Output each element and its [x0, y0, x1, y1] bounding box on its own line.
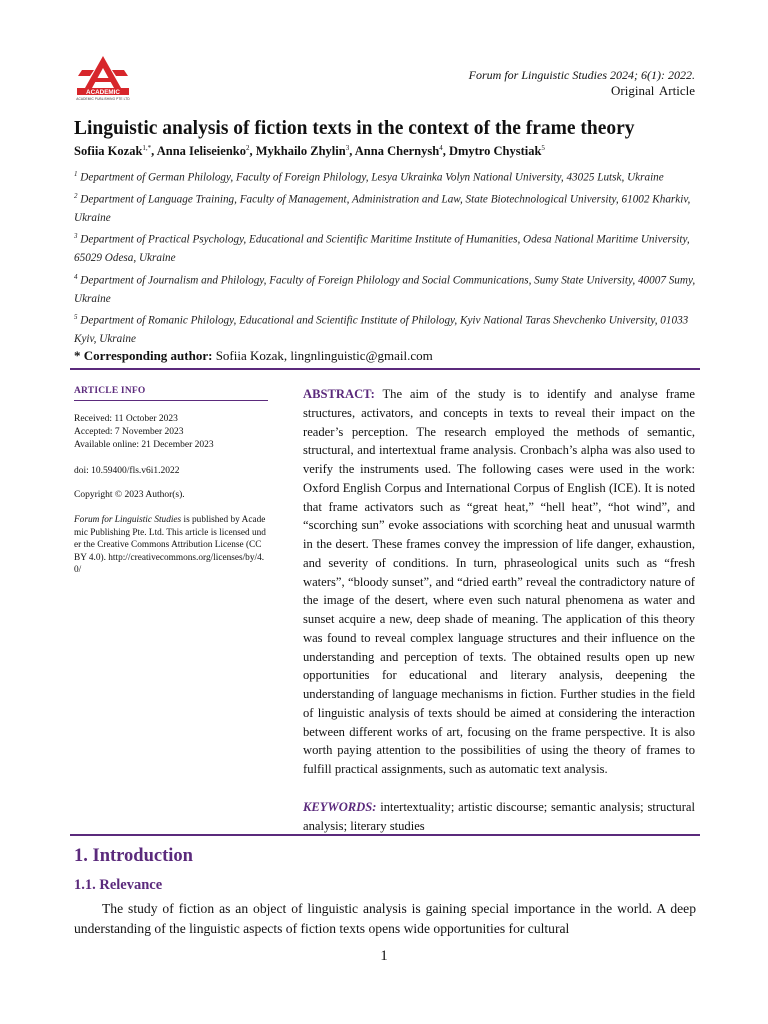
affiliation-item: $^2$ Department of Language Training, Faculty of Management, Administration and Law, State Biotechnological University, 61002 Kharkiv, Ukraine — [74, 192, 691, 225]
divider-bottom — [70, 834, 700, 836]
author-name: Dmytro Chystiak — [448, 144, 542, 159]
article-type: Original Article — [611, 83, 695, 98]
affiliation-item: $^1$ Department of German Philology, Faculty of Foreign Philology, Lesya Ukrainka Volyn National University, 43025 Lutsk, Ukraine — [74, 170, 664, 184]
paper-title: Linguistic analysis of fiction texts in the context of the frame theory — [74, 118, 635, 139]
keywords-text: intertextuality; artistic discourse; semantic analysis; structural analysis; literary studies — [303, 800, 695, 833]
corresponding-label: * Corresponding author: — [74, 348, 213, 363]
affiliations — [74, 165, 699, 348]
keywords — [303, 798, 695, 836]
abstract — [303, 385, 695, 779]
body-paragraph: The study of fiction as an object of linguistic analysis is gaining special importance in the world. A deep understanding of the linguistic aspects of fiction texts opens wide opportunities for cultural — [74, 901, 696, 936]
affiliation-item: $^3$ Department of Practical Psychology, Educational and Scientific Maritime Institute of Humanities, Odesa National Maritime University, 65029 Odesa, Ukraine — [74, 232, 690, 265]
author-sup: 2 — [246, 144, 250, 152]
abstract-text: The aim of the study is to identify and analyse frame structures, activators, and concepts in texts to reveal their impact on the reader’s perception. The research employed the methods of semantic, structural, and intertextual frame analysis. Cronbach’s alpha was also used to verify the instruments used. The following cases were used in the work: Oxford English Corpus and International Corpus of English (ICE). It is noted that frame activators such as “great heat,” “hell heat”, “hot wind”, and “scorching sun” evoke associations with scorching heat and unusual warmth in the desert. These frames convey the impression of life danger, exhaustion, and severity of conditions. In turn, phraseological units such as “fresh waters”, “bloody sunset”, and “dried earth” reveal the contradictory nature of the image of the desert, where even such natural phenomena as water and sunset acquire a new, deep shade of meaning. The application of this theory was found to reveal complex language structures and their influence on the understanding and perception of texts. The obtained results open up new opportunities for educational and literary analysis, deepening the understanding of language mechanisms in fiction. Further studies in the field of linguistic analysis of texts should be aimed at considering the interaction between different works of art, focusing on the frame perspective. It is also worth paying attention to the possibilities of using the theory of frames to fulfill practical assignments, such as automatic text analysis. — [303, 387, 696, 776]
logo-subtext: ACADEMIC PUBLISHING PTE LTD — [76, 97, 130, 101]
received-date: Received: 11 October 2023 — [74, 414, 178, 424]
author-list: Sofiia Kozak$^{1,*}$, Anna Ieliseienko$^2$, Mykhailo Zhylin$^3$, Anna Chernysh$^4$, Dmytro Chystiak$^5$ — [74, 144, 545, 159]
publisher-logo — [76, 54, 130, 104]
logo-text: ACADEMIC — [86, 89, 120, 96]
author-name: Mykhailo Zhylin — [255, 144, 346, 159]
author-sup: 4 — [439, 144, 443, 152]
author-sup: 1,* — [142, 144, 152, 152]
author-name: Anna Chernysh — [354, 144, 440, 159]
academic-logo-icon — [76, 54, 130, 98]
keywords-label: KEYWORDS: — [303, 800, 377, 814]
corresponding-author — [74, 348, 433, 364]
abstract-label: ABSTRACT: — [303, 387, 375, 401]
journal-citation: Forum for Linguistic Studies 2024; 6(1): 2022. — [468, 68, 695, 82]
affiliation-item: $^5$ Department of Romanic Philology, Educational and Scientific Institute of Philology, Kyiv National Taras Shevchenko University, 01033 Kyiv, Ukraine — [74, 313, 689, 346]
author-sup: 5 — [541, 144, 545, 152]
doi[interactable]: doi: 10.59400/fls.v6i1.2022 — [74, 466, 180, 476]
accepted-date: Accepted: 7 November 2023 — [74, 427, 184, 437]
divider-top — [70, 368, 700, 370]
corresponding-value: Sofiia Kozak, lingnlinguistic@gmail.com — [215, 348, 433, 363]
online-date: Available online: 21 December 2023 — [74, 440, 214, 450]
license-text: Forum for Linguistic Studies is published by Academic Publishing Pte. Ltd. This article is licensed under the Creative Commons Attribution License (CC BY 4.0). http://creativecommons.org/licenses/by/4.0/ — [74, 515, 266, 576]
author-name: Sofiia Kozak — [74, 144, 143, 159]
affiliation-item: $^4$ Department of Journalism and Philology, Faculty of Foreign Philology and Social Communications, Sumy State University, 40007 Sumy, Ukraine — [74, 272, 696, 305]
article-info — [74, 386, 268, 577]
page-number: 1 — [380, 948, 388, 964]
copyright: Copyright © 2023 Author(s). — [74, 490, 185, 500]
subsection-heading: 1.1. Relevance — [74, 877, 163, 893]
author-name: Anna Ieliseienko — [156, 144, 246, 159]
article-info-heading: ARTICLE INFO — [74, 386, 268, 401]
section-heading: 1. Introduction — [74, 846, 193, 866]
author-sup: 3 — [345, 144, 350, 152]
